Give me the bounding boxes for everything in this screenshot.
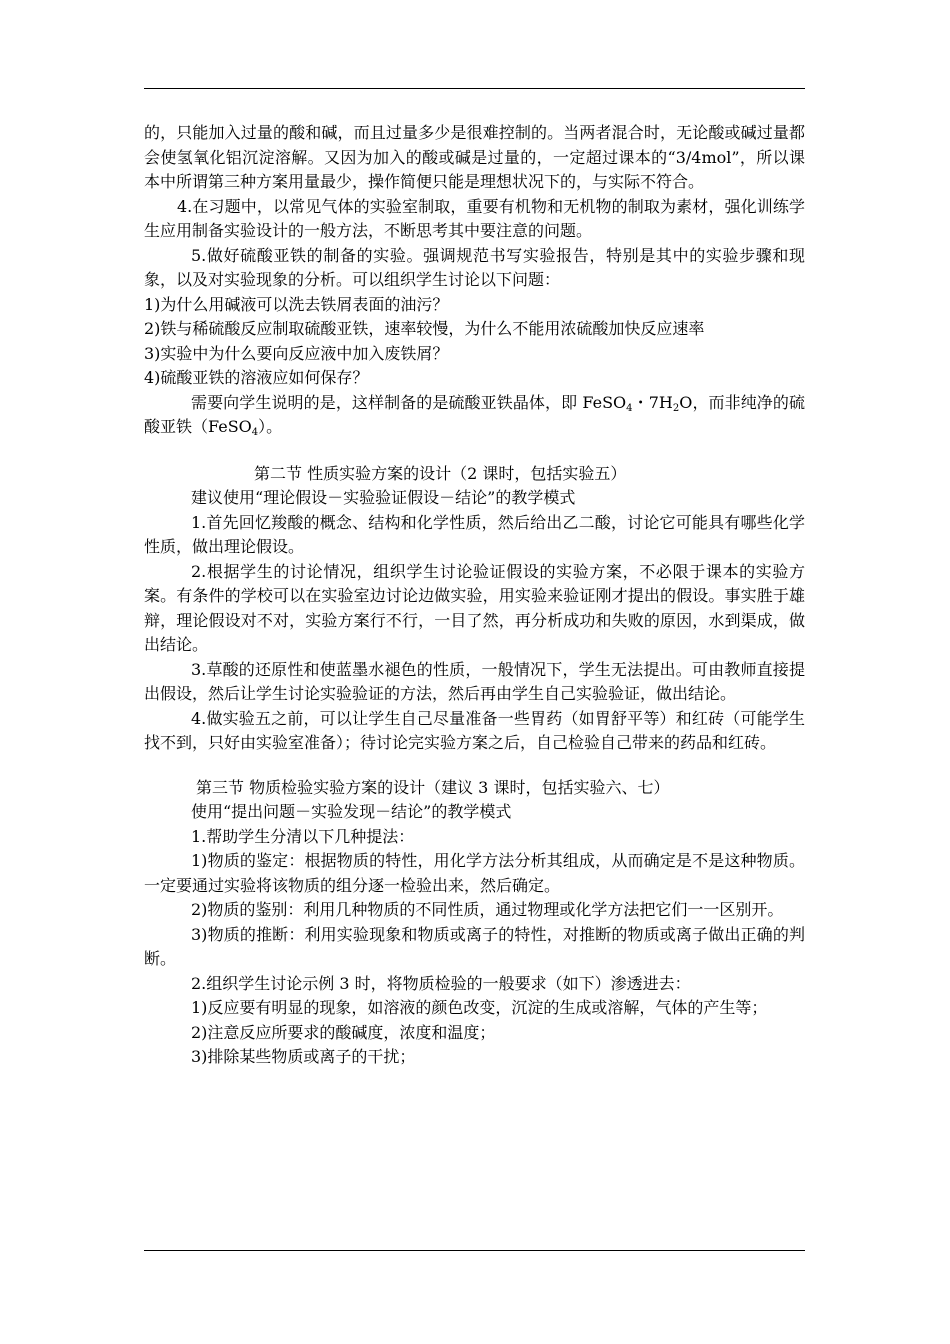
note-subscript-1: 4 <box>626 402 633 414</box>
note-text-c: O，而非纯净的硫酸亚铁（FeSO <box>144 392 805 436</box>
section3-item: 3)物质的推断：利用实验现象和物质或离子的特性，对推断的物质或离子做出正确的判断。 <box>144 924 805 968</box>
section3-title: 第三节 物质检验实验方案的设计（建议 3 课时，包括实验六、七） <box>196 777 670 797</box>
document-body <box>144 121 805 1070</box>
section3-mode: 使用“提出问题－实验发现－结论”的教学模式 <box>191 802 512 821</box>
section-gap <box>144 756 805 776</box>
question-1: 1)为什么用碱液可以洗去铁屑表面的油污？ <box>144 294 449 314</box>
section3-item: 1)物质的鉴定：根据物质的特性，用化学方法分析其组成，从而确定是不是这种物质。一定要通过实验将该物质的组分逐一检验出来，然后确定。 <box>144 851 805 895</box>
question-4: 4)硫酸亚铁的溶液应如何保存？ <box>144 368 369 387</box>
question-2: 2)铁与稀硫酸反应制取硫酸亚铁，速率较慢，为什么不能用浓硫酸加快反应速率 <box>144 319 705 338</box>
header-rule <box>144 88 805 89</box>
section2-item: 1.首先回忆羧酸的概念、结构和化学性质，然后给出乙二酸，讨论它可能具有哪些化学性质，做出理论假设。 <box>144 512 805 556</box>
note-text-d: ）。 <box>258 417 283 436</box>
section2-mode: 建议使用“理论假设－实验验证假设－结论”的教学模式 <box>191 488 576 507</box>
section3-item: 1)反应要有明显的现象，如溶液的颜色改变，沉淀的生成或溶解，气体的产生等； <box>191 998 768 1017</box>
section2-item: 4.做实验五之前，可以让学生自己尽量准备一些胃药（如胃舒平等）和红砖（可能学生找不到，只好由实验室准备）；待讨论完实验方案之后，自己检验自己带来的药品和红砖。 <box>144 708 805 752</box>
section3-item: 2.组织学生讨论示例 3 时，将物质检验的一般要求（如下）渗透进去： <box>191 973 691 993</box>
paragraph-exercise: 4.在习题中，以常见气体的实验室制取，重要有机物和无机物的制取为素材，强化训练学生应用制备实验设计的一般方法，不断思考其中要注意的问题。 <box>144 196 805 240</box>
paragraph-note <box>144 391 805 440</box>
note-subscript-2: 2 <box>672 402 680 414</box>
section2-item: 2.根据学生的讨论情况，组织学生讨论验证假设的实验方案，不必限于课本的实验方案。有条件的学校可以在实验室边讨论边做实验，用实验来验证刚才提出的假设。事实胜于雄辩，理论假设对不对，实验方案行不行，一目了然，再分析成功和失败的原因，水到渠成，做出结论。 <box>144 561 805 654</box>
paragraph-continuation: 的，只能加入过量的酸和碱，而且过量多少是很难控制的。当两者混合时，无论酸或碱过量都会使氢氧化铝沉淀溶解。又因为加入的酸或碱是过量的，一定超过课本的“3/4mol”，所以课本中所谓第三种方案用量最少，操作简便只能是理想状况下的，与实际不符合。 <box>144 123 805 191</box>
section3-item: 3)排除某些物质或离子的干扰； <box>191 1047 416 1066</box>
note-subscript-3: 4 <box>251 427 259 438</box>
note-text-b: ・7H <box>632 392 673 412</box>
section3-item: 1.帮助学生分清以下几种提法： <box>191 826 415 846</box>
question-3: 3)实验中为什么要向反应液中加入废铁屑？ <box>144 343 449 363</box>
paragraph-ferrous-sulfate: 5.做好硫酸亚铁的制备的实验。强调规范书写实验报告，特别是其中的实验步骤和现象，以及对实验现象的分析。可以组织学生讨论以下问题： <box>144 245 805 289</box>
section2-title: 第二节 性质实验方案的设计（2 课时，包括实验五） <box>254 463 627 483</box>
note-text-a: 需要向学生说明的是，这样制备的是硫酸亚铁晶体，即 FeSO <box>191 392 627 412</box>
footer-rule <box>144 1250 805 1251</box>
section-gap <box>144 440 805 462</box>
section2-item: 3.草酸的还原性和使蓝墨水褪色的性质，一般情况下，学生无法提出。可由教师直接提出假设，然后让学生讨论实验验证的方法，然后再由学生自己实验验证，做出结论。 <box>144 659 805 703</box>
section3-item: 2)注意反应所要求的酸碱度，浓度和温度； <box>191 1022 496 1042</box>
section3-item: 2)物质的鉴别：利用几种物质的不同性质，通过物理或化学方法把它们一一区别开。 <box>191 900 784 919</box>
